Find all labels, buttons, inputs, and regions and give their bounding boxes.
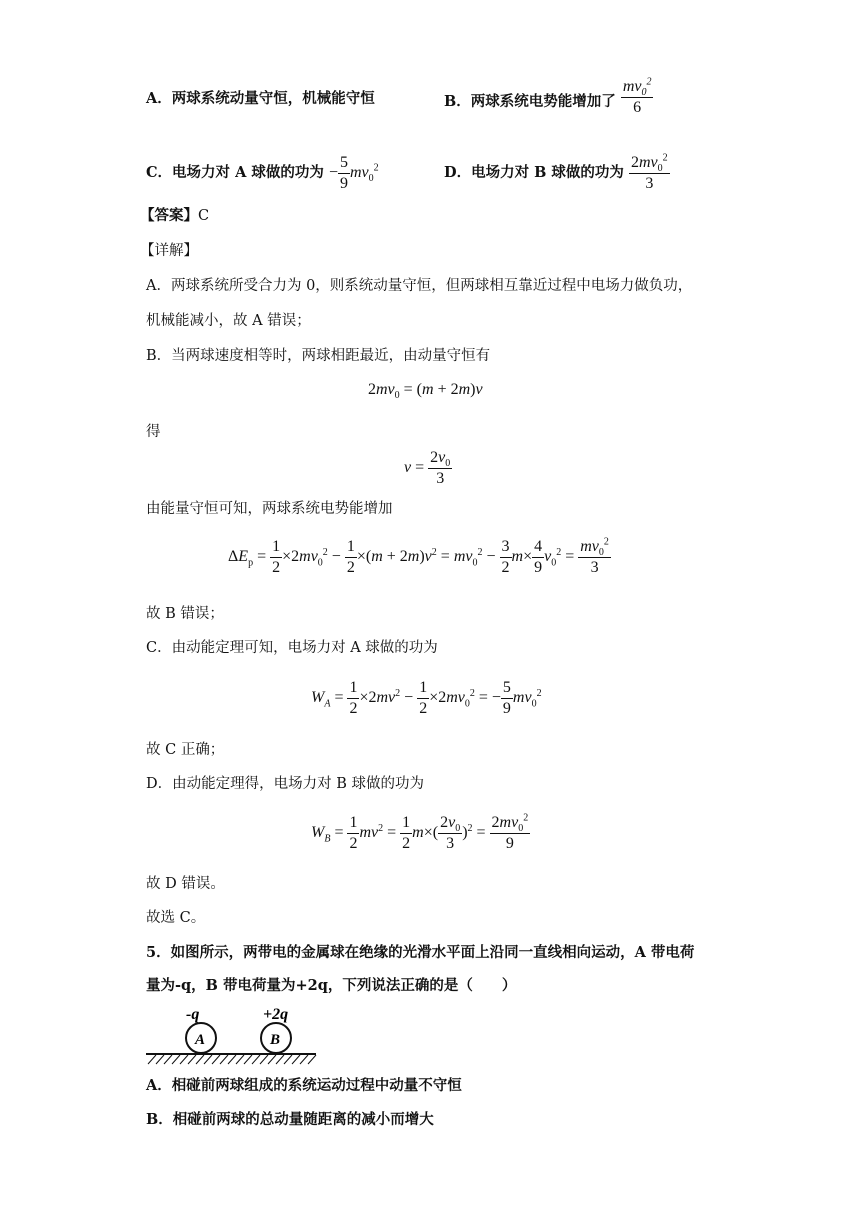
expl-b-line: B．当两球速度相等时，两球相距最近，由动量守恒有 — [146, 348, 491, 364]
expl-d-line: D．由动能定理得，电场力对 B 球做的功为 — [146, 776, 424, 792]
expl-choose: 故选 C。 — [146, 910, 206, 926]
expl-a-line2: 机械能减小，故 A 错误； — [146, 313, 311, 329]
q5-line1: 5．如图所示，两带电的金属球在绝缘的光滑水平面上沿同一直线相向运动，A 带电荷 — [146, 944, 695, 961]
option-b-text: B．两球系统电势能增加了 — [444, 93, 616, 111]
option-c-formula: − $\frac{5}{9}$ $mv_0^2$ — [328, 154, 379, 192]
answer-line — [140, 206, 209, 226]
q5-option-a: A．相碰前两球组成的系统运动过程中动量不守恒 — [146, 1077, 462, 1094]
ball-a-label: A — [195, 1032, 206, 1048]
eq-velocity: v = $\frac{2v_0}{3}$ — [404, 449, 451, 487]
ground-hatch — [148, 1055, 316, 1064]
option-d-text: D．电场力对 B 球做的功为 — [444, 164, 624, 182]
expl-energy-line: 由能量守恒可知，两球系统电势能增加 — [146, 501, 393, 517]
option-d — [444, 152, 670, 192]
q5-figure — [146, 1002, 318, 1068]
label-charge-a: -q — [186, 1006, 200, 1023]
expl-de: 得 — [146, 424, 161, 440]
q5-option-b: B．相碰前两球的总动量随距离的减小而增大 — [146, 1111, 434, 1128]
ball-b-label: B — [270, 1032, 281, 1048]
answer-label: 【答案】 — [140, 207, 198, 224]
option-c — [146, 155, 379, 192]
expl-a-line1: A．两球系统所受合力为 0，则系统动量守恒，但两球相互靠近过程中电场力做负功， — [146, 278, 693, 294]
label-charge-b: +2q — [263, 1006, 289, 1023]
eq-work-a: $W_A$ = $\frac{1}{2}$ $\times 2mv^2$ − $\frac{1}{2}$ $\times 2mv_0^2$ = − $\frac{5}{9}$ $mv_0^2$ — [311, 679, 542, 717]
option-b-formula: $\frac{mv_0^2}{6}$ — [622, 76, 652, 116]
option-b — [444, 76, 653, 116]
option-d-formula: $\frac{2mv_0^2}{3}$ — [631, 152, 668, 192]
expl-c-right: 故 C 正确； — [146, 742, 225, 758]
expl-d-wrong: 故 D 错误。 — [146, 876, 225, 892]
expl-c-line: C．由动能定理可知，电场力对 A 球做的功为 — [146, 640, 438, 656]
option-c-text: C．电场力对 A 球做的功为 — [146, 164, 324, 182]
eq-work-b: $W_B$ = $\frac{1}{2}$ $mv^2$ = $\frac{1}{2}$ m×( $\frac{2v_0}{3}$ )$^2$ = $\frac{2mv_0^2}{9}$ — [311, 812, 529, 852]
option-a: A．两球系统动量守恒，机械能守恒 — [146, 90, 375, 107]
answer-value: C — [198, 208, 210, 224]
q5-line2: 量为-q，B 带电荷量为+2q，下列说法正确的是（ ） — [146, 977, 517, 994]
detail-label: 【详解】 — [140, 243, 198, 259]
expl-b-wrong: 故 B 错误； — [146, 606, 224, 622]
eq-momentum: $2mv_0 = (m + 2m)v$ — [368, 381, 483, 402]
eq-energy: $\Delta E_p$ = $\frac{1}{2}$ $\times 2mv_0^2$ − $\frac{1}{2}$ $\times(m + 2m)v^2 = mv_0^2$ − $\frac{3}{2}$ m× $\frac{4}{9}$ $v_0^2$ = $\frac{mv_0^2}{3}$ — [228, 536, 609, 576]
